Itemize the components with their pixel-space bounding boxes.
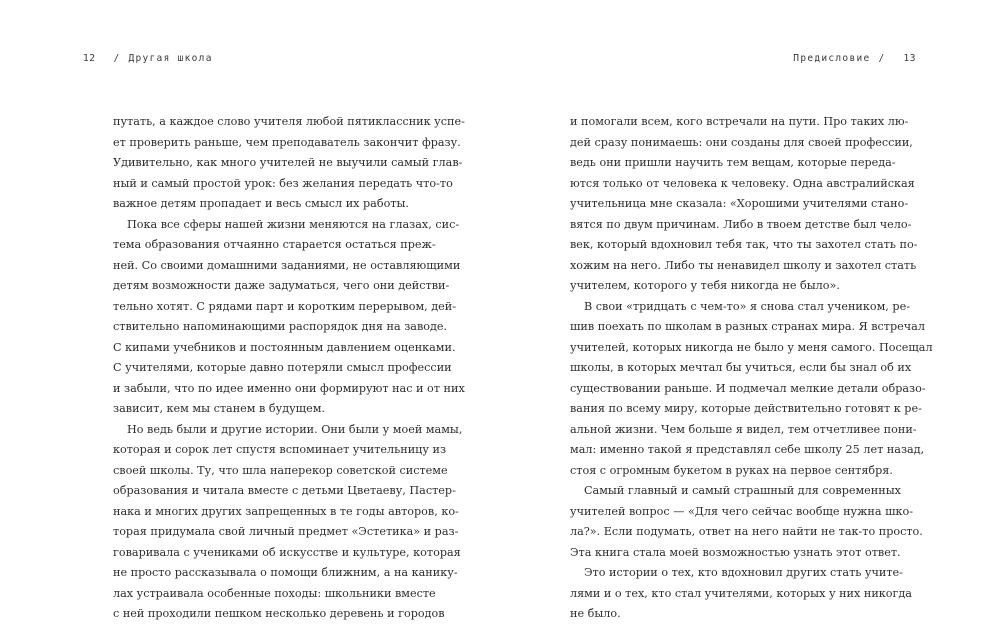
text-line: ются только от человека к человеку. Одна австралийская xyxy=(570,176,915,190)
text-line: важное детям пропадает и весь смысл их работы. xyxy=(113,197,409,210)
text-line: вания по всему миру, которые действительно готовят к ре- xyxy=(570,402,922,415)
text-line: тема образования отчаянно старается остаться преж- xyxy=(113,238,436,251)
text-line: торая придумала свой личный предмет «Эстетика» и раз- xyxy=(113,525,459,538)
text-line: и помогали всем, кого встречали на пути. Про таких лю- xyxy=(570,115,909,128)
text-line: дей сразу понимаешь: они созданы для своей профессии, xyxy=(570,135,913,149)
text-line: Это истории о тех, кто вдохновил других стать учите- xyxy=(584,566,903,579)
text-line: альной жизни. Чем больше я видел, тем отчетливее пони- xyxy=(570,422,917,436)
text-line: путать, а каждое слово учителя любой пятиклассник успе- xyxy=(113,115,465,128)
text-line: С кипами учебников и постоянным давлением оценками. xyxy=(113,340,456,354)
text-line: с ней проходили пешком несколько деревень и городов xyxy=(113,607,445,620)
text-line: век, который вдохновил тебя так, что ты захотел стать по- xyxy=(570,238,918,251)
text-line: не просто рассказывала о помощи ближним, а на канику- xyxy=(113,566,458,579)
text-line: учительница мне сказала: «Хорошими учителями стано- xyxy=(570,197,909,210)
text-line: Пока все сферы нашей жизни меняются на глазах, сис- xyxy=(127,217,460,231)
text-line: ведь они пришли научить тем вещам, которые переда- xyxy=(570,156,896,169)
text-line: лах устраивала особенные походы: школьники вместе xyxy=(113,586,436,600)
text-line: учителей, которых никогда не было у меня самого. Посещал xyxy=(570,340,933,354)
text-line: образования и читала вместе с детьми Цветаеву, Пастер- xyxy=(113,484,456,497)
text-line: В свои «тридцать с чем-то» я снова стал учеником, ре- xyxy=(584,299,910,313)
text-line: мал: именно такой я представлял себе школу 25 лет назад, xyxy=(570,443,925,456)
text-line: шив поехать по школам в разных странах мира. Я встречал xyxy=(570,320,925,333)
text-line: ствительно напоминающими распорядок дня на заводе. xyxy=(113,320,448,333)
left-running-head xyxy=(83,53,213,64)
text-line: учителем, которого у тебя никогда не было». xyxy=(570,279,840,292)
right-body-text xyxy=(570,112,933,625)
text-line: и забыли, что по идее именно они формируют нас и от них xyxy=(113,381,465,395)
text-line: С учителями, которые давно потеряли смысл профессии xyxy=(113,361,452,374)
text-line: своей школы. Ту, что шла наперекор советской системе xyxy=(113,463,448,477)
left-page-number: 12 xyxy=(83,53,96,64)
text-line: ней. Со своими домашними заданиями, не оставляющими xyxy=(113,258,461,272)
text-line: тельно хотят. С рядами парт и коротким перерывом, дей- xyxy=(113,299,457,313)
left-body-text xyxy=(113,112,465,625)
text-line: вятся по двум причинам. Либо в твоем детстве был чело- xyxy=(570,217,912,231)
text-line: Удивительно, как много учителей не выучили самый глав- xyxy=(113,156,463,169)
text-line: стоя с огромным букетом в руках на первое сентября. xyxy=(570,463,893,477)
text-line: говаривала с учениками об искусстве и культуре, которая xyxy=(113,545,461,559)
text-line: учителей вопрос — «Для чего сейчас вообще нужна шко- xyxy=(570,504,914,518)
text-line: Самый главный и самый страшный для современных xyxy=(584,484,901,497)
right-page-number: 13 xyxy=(903,53,916,64)
text-line: лями и о тех, кто стал учителями, которых у них никогда xyxy=(570,586,912,600)
text-line: не было. xyxy=(570,607,621,620)
right-page xyxy=(500,0,1000,632)
text-line: школы, в которых мечтал бы учиться, если бы знал об их xyxy=(570,361,912,374)
right-running-title: Предисловие xyxy=(793,53,871,64)
text-line: ный и самый простой урок: без желания передать что-то xyxy=(113,176,453,190)
text-line: хожим на него. Либо ты ненавидел школу и захотел стать xyxy=(570,258,917,272)
text-line: ет проверить раньше, чем преподаватель закончит фразу. xyxy=(113,135,461,149)
right-running-head xyxy=(793,53,916,64)
text-line: которая и сорок лет спустя вспоминает учительницу из xyxy=(113,443,447,456)
text-line: нака и многих других запрещенных в те годы авторов, ко- xyxy=(113,504,459,518)
text-line: детям возможности даже задуматься, чего они действи- xyxy=(113,279,450,292)
text-line: Но ведь были и другие истории. Они были у моей мамы, xyxy=(127,422,463,436)
left-head-separator: / xyxy=(113,53,121,64)
text-line: Эта книга стала моей возможностью узнать этот ответ. xyxy=(570,545,901,559)
left-running-title: Другая школа xyxy=(128,53,213,64)
right-head-separator: / xyxy=(878,53,886,64)
text-line: существовании раньше. И подмечал мелкие детали образо- xyxy=(570,381,926,395)
text-line: ла?». Если подумать, ответ на него найти не так-то просто. xyxy=(570,525,923,538)
text-line: зависит, кем мы станем в будущем. xyxy=(113,402,325,415)
